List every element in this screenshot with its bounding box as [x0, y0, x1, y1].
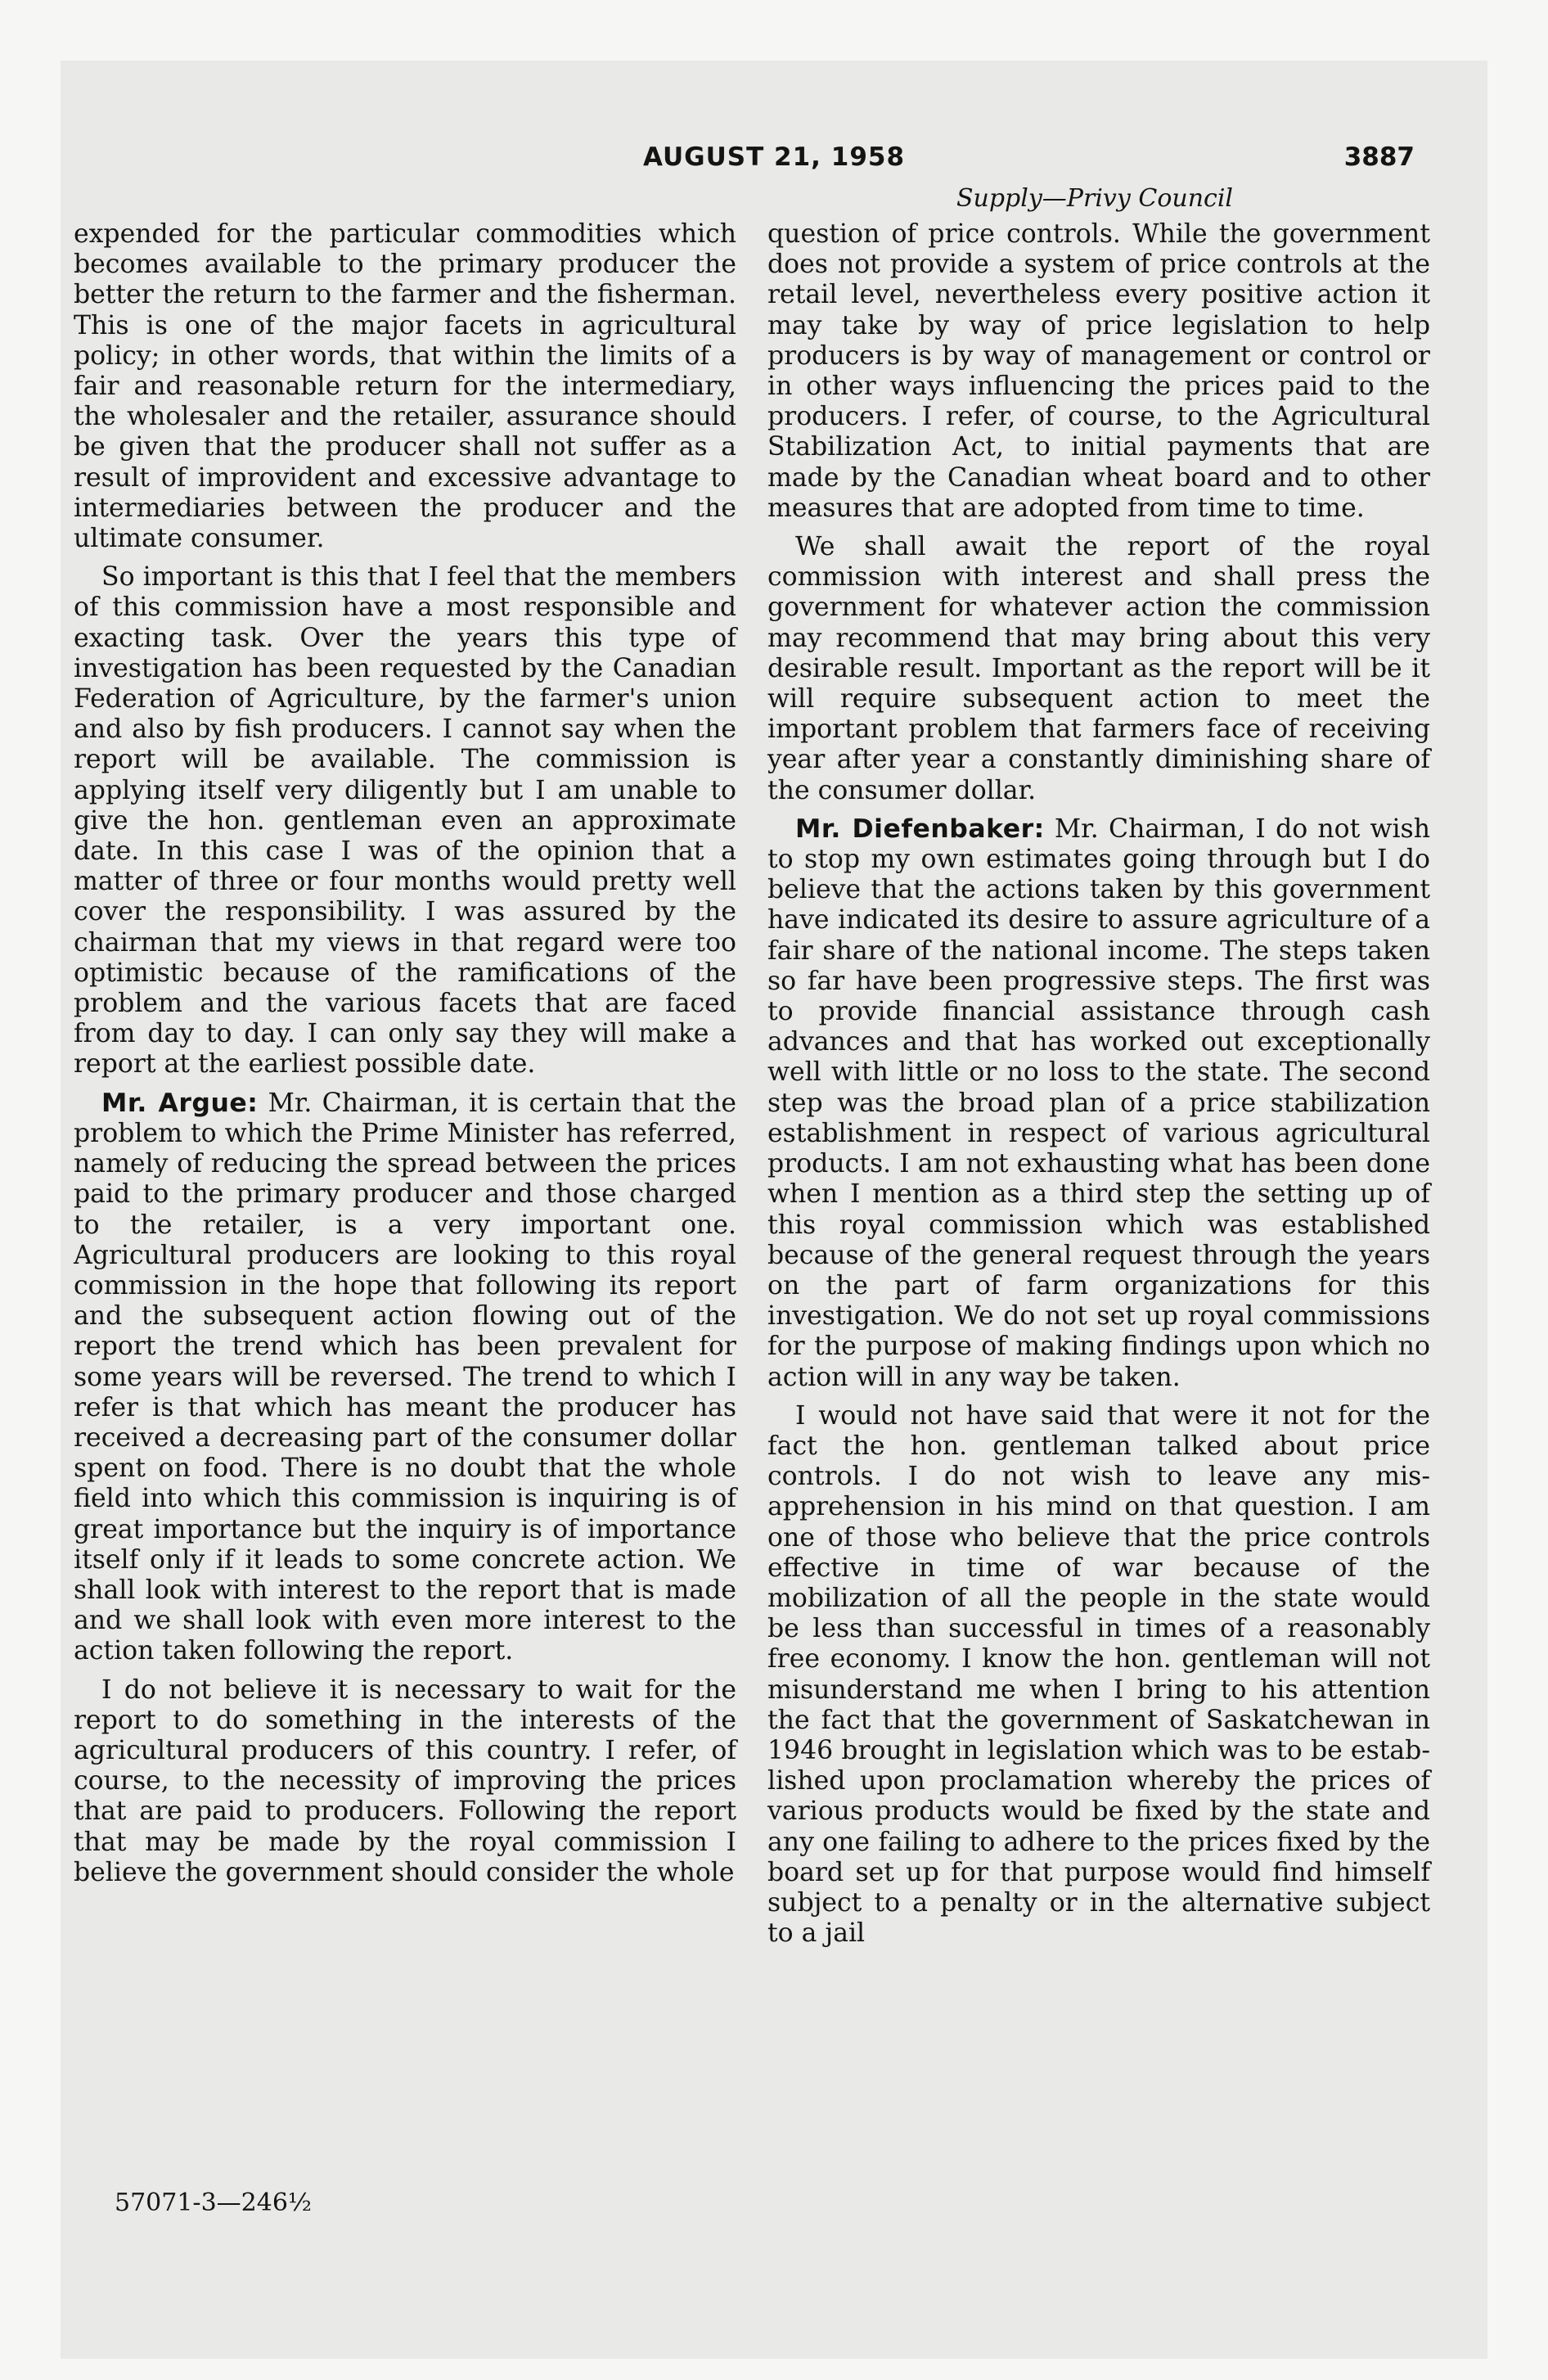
section-subtitle: Supply—Privy Council — [956, 184, 1234, 213]
speech-paragraph — [74, 1089, 736, 1667]
speech-text: Mr. Chairman, it is certain that the problem to which the Prime Minister has referred, namely of reducing the spread between the prices paid to the primary producer and those charged to the retailer, is a very important one. Agricultural producers are looking to this royal commission in the hope that following its report and the subsequent action flowing out of the report the trend which has been prevalent for some years will be reversed. The trend to which I refer is that which has meant the producer has received a decreasing part of the consumer dollar spent on food. There is no doubt that the whole field into which this commission is inquiring is of great importance but the inquiry is of importance itself only if it leads to some concrete action. We shall look with interest to the report that is made and we shall look with even more interest to the action taken following the report. — [74, 1088, 737, 1666]
right-column — [767, 219, 1430, 1957]
paragraph: expended for the particular commodities which becomes available to the primary producer the better the return to the farmer and the fisherman. This is one of the major facets in agricultural policy; in other words, that within the limits of a fair and reasonable return for the intermediary, the wholesaler and the retailer, assurance should be given that the producer shall not suffer as a result of improvident and excessive advantage to intermediaries between the producer and the ultimate consumer. — [74, 219, 736, 554]
header-date: AUGUST 21, 1958 — [642, 142, 906, 172]
paragraph: I do not believe it is necessary to wait for the report to do something in the interests of the agricultural producers of this country. I refer, of course, to the necessity of improving the prices that are paid to producers. Following the report that may be made by the royal commission I believe the government should consider the whole — [74, 1675, 736, 1887]
paragraph: I would not have said that were it not for the fact the hon. gentleman talked about price controls. I do not wish to leave any misapprehension in his mind on that question. I am one of those who believe that the price controls effective in time of war because of the mobilization of all the people in the state would be less than successful in times of a reasonably free economy. I know the hon. gentleman will not misunderstand me when I bring to his attention the fact that the government of Saskatchewan in 1946 brought in legislation which was to be established upon proclamation whereby the prices of various products would be fixed by the state and any one failing to adhere to the prices fixed by the board set up for that purpose would find himself subject to a penalty or in the alternative subject to a jail — [767, 1400, 1430, 1949]
paragraph: So important is this that I feel that the members of this commission have a most responsible and exacting task. Over the years this type of investigation has been requested by the Canadian Federation of Agriculture, by the farmer's union and also by fish producers. I cannot say when the report will be available. The commission is applying itself very diligently but I am unable to give the hon. gentleman even an approximate date. In this case I was of the opinion that a matter of three or four months would pretty well cover the responsibility. I was assured by the chairman that my views in that regard were too optimistic because of the ramifications of the problem and the various facets that are faced from day to day. I can only say they will make a report at the earliest possible date. — [74, 562, 736, 1080]
speaker-name: Mr. Argue: — [101, 1088, 259, 1118]
speech-text: Mr. Chairman, I do not wish to stop my own estimates going through but I do believe that the actions taken by this government have indicated its desire to assure agriculture of a fair share of the national income. The steps taken so far have been progressive steps. The first was to provide financial assistance through cash advances and that has worked out exceptionally well with little or no loss to the state. The second step was the broad plan of a price stabilization establishment in respect of various agricultural products. I am not exhausting what has been done when I mention as a third step the setting up of this royal commission which was established because of the general request through the years on the part of farm organizations for this investigation. We do not set up royal commissions for the purpose of making findings upon which no action will in any way be taken. — [767, 814, 1430, 1392]
speech-paragraph — [767, 814, 1430, 1393]
speaker-name: Mr. Diefenbaker: — [795, 814, 1045, 844]
paragraph: question of price controls. While the government does not provide a system of price controls at the retail level, nevertheless every positive action it may take by way of price legislation to help producers is by way of management or control or in other ways influencing the prices paid to the producers. I refer, of course, to the Agricultural Stabilization Act, to initial payments that are made by the Canadian wheat board and to other measures that are adopted from time to time. — [767, 219, 1430, 523]
paragraph: We shall await the report of the royal commission with interest and shall press the government for whatever action the commission may recommend that may bring about this very desirable result. Important as the report will be it will require subsequent action to meet the important problem that farmers face of receiving year after year a constantly diminishing share of the consumer dollar. — [767, 532, 1430, 805]
page-number: 3887 — [1343, 142, 1415, 172]
left-column — [74, 219, 736, 1896]
footer-code: 57071-3—246½ — [115, 2188, 312, 2217]
